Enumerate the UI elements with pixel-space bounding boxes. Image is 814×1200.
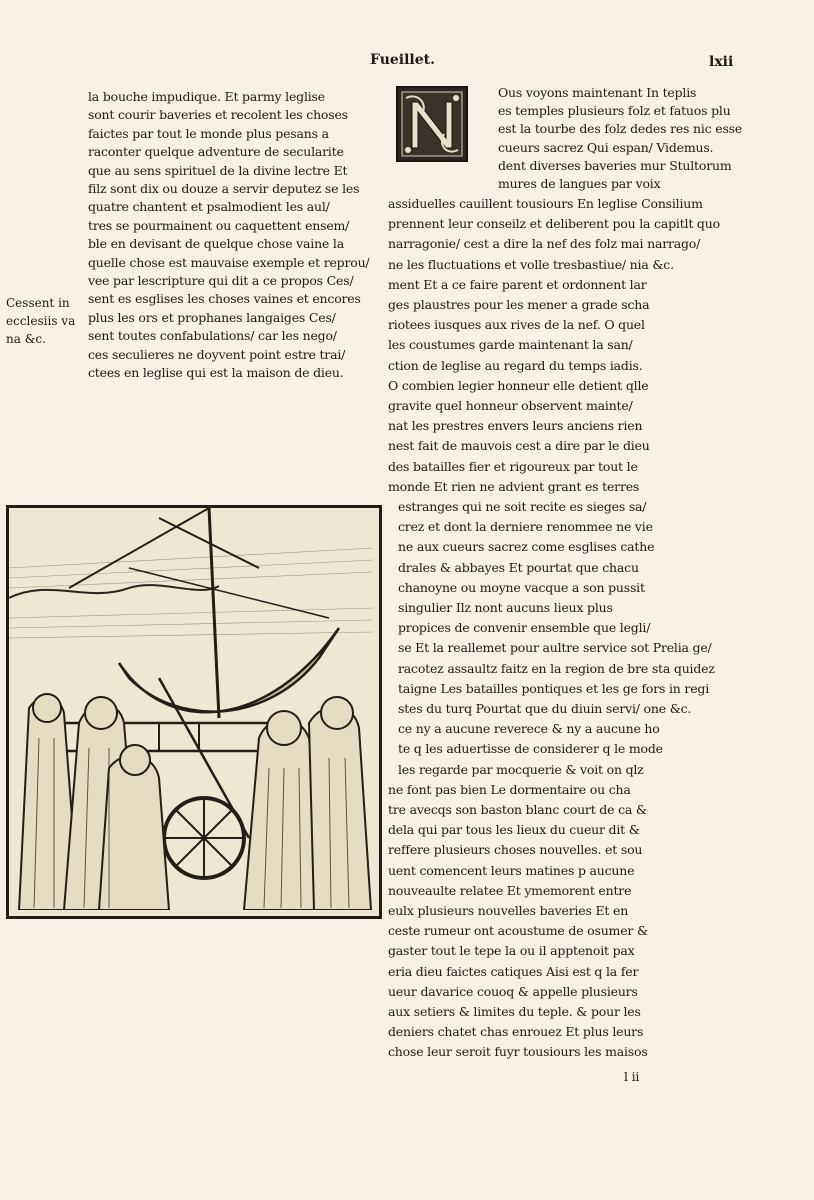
- right-column-line: riotees iusques aux rives de la nef. O quel: [388, 317, 645, 333]
- running-title: Fueillet.: [370, 52, 435, 68]
- right-column-line: prennent leur conseilz et deliberent pou la capitlt quo: [388, 216, 720, 232]
- left-column-line: quelle chose est mauvaise exemple et reprou/: [88, 254, 370, 270]
- right-column-opening-line: Ous voyons maintenant In teplis: [498, 85, 697, 100]
- right-column-line: les coustumes garde maintenant la san/: [388, 337, 633, 353]
- right-column-line: ce ny a aucune reverece & ny a aucune ho: [398, 721, 660, 737]
- right-column-line: singulier Ilz nont aucuns lieux plus: [398, 600, 613, 615]
- right-column-line: des batailles fier et rigoureux par tout le: [388, 458, 638, 474]
- right-column-line: ne aux cueurs sacrez come esglises cathe: [398, 539, 655, 555]
- right-column-line: stes du turq Pourtat que du diuin servi/ one &c.: [398, 701, 692, 716]
- left-column-line: la bouche impudique. Et parmy leglise: [88, 89, 325, 104]
- right-column-line: gravite quel honneur observent mainte/: [388, 398, 633, 413]
- right-column-line: ne les fluctuations et volle tresbastiue/ nia &c.: [388, 256, 674, 272]
- right-column-line: nat les prestres envers leurs anciens rien: [388, 418, 643, 434]
- right-column-opening-line: es temples plusieurs folz et fatuos plu: [498, 103, 731, 119]
- left-column-line: faictes par tout le monde plus pesans a: [88, 125, 329, 141]
- right-column-line: nouveaulte relatee Et ymemorent entre: [388, 882, 632, 898]
- left-margin-note-1: Cessent in: [6, 296, 70, 310]
- right-column-line: ction de leglise au regard du temps iadis.: [388, 357, 643, 373]
- folio-number: lxii: [709, 54, 734, 70]
- right-column-line: dela qui par tous les lieux du cueur dit &: [388, 822, 640, 838]
- right-column-opening-line: cueurs sacrez Qui espan/ Videmus.: [498, 139, 714, 155]
- right-column-line: tre avecqs son baston blanc court de ca &: [388, 802, 647, 817]
- left-column-line: que au sens spirituel de la divine lectre Et: [88, 162, 348, 178]
- left-column-line: ctees en leglise qui est la maison de dieu.: [88, 365, 344, 380]
- right-column-line: estranges qui ne soit recite es sieges sa/: [398, 499, 647, 514]
- left-column-line: filz sont dix ou douze a servir deputez se les: [88, 181, 360, 196]
- right-column-line: narragonie/ cest a dire la nef des folz mai narrago/: [388, 236, 701, 252]
- left-column-line: quatre chantent et psalmodient les aul/: [88, 199, 330, 215]
- initial-n-icon: [398, 88, 466, 160]
- right-column-line: se Et la reallemet pour aultre service sot Prelia ge/: [398, 640, 712, 656]
- left-margin-note-3: na &c.: [6, 332, 46, 346]
- right-column-line: eria dieu faictes catiques Aisi est q la fer: [388, 963, 639, 979]
- right-column-line: taigne Les batailles pontiques et les ge fors in regi: [398, 680, 709, 696]
- right-column-line: racotez assaultz faitz en la region de bre sta quidez: [398, 660, 715, 676]
- right-column-line: ne font pas bien Le dormentaire ou cha: [388, 781, 631, 797]
- right-column-line: drales & abbayes Et pourtat que chacu: [398, 559, 639, 575]
- right-column-line: propices de convenir ensemble que legli/: [398, 620, 651, 636]
- right-column-line: gaster tout le tepe la ou il apptenoit pax: [388, 943, 635, 959]
- right-column-line: assiduelles cauillent tousiours En leglise Consilium: [388, 196, 703, 211]
- right-column-line: reffere plusieurs choses nouvelles. et sou: [388, 842, 643, 858]
- left-column-line: sont courir baveries et recolent les choses: [88, 107, 348, 123]
- right-column-line: te q les aduertisse de considerer q le mode: [398, 741, 663, 757]
- left-column-line: sent toutes confabulations/ car les nego/: [88, 328, 337, 344]
- left-column-line: ces seculieres ne doyvent point estre trai/: [88, 346, 346, 362]
- left-column-line: sent es esglises les choses vaines et encores: [88, 291, 361, 307]
- signature-mark: l ii: [624, 1069, 640, 1084]
- left-column-line: ble en devisant de quelque chose vaine la: [88, 236, 344, 252]
- left-column-line: plus les ors et prophanes langaiges Ces/: [88, 309, 336, 325]
- right-column-line: chanoyne ou moyne vacque a son pussit: [398, 579, 645, 595]
- right-column-line: eulx plusieurs nouvelles baveries Et en: [388, 903, 629, 918]
- right-column-line: nest fait de mauvois cest a dire par le dieu: [388, 438, 650, 454]
- right-column-line: ment Et a ce faire parent et ordonnent lar: [388, 276, 647, 292]
- right-column-line: ges plaustres pour les mener a grade scha: [388, 297, 650, 312]
- right-column-line: aux setiers & limites du teple. & pour les: [388, 1004, 641, 1019]
- left-column-line: tres se pourmainent ou caquettent ensem/: [88, 217, 350, 233]
- right-column-line: monde Et rien ne advient grant es terres: [388, 478, 640, 494]
- woodcut-illustration: [6, 505, 382, 919]
- ship-of-fools-woodcut-icon: [9, 508, 373, 910]
- right-column-opening-line: dent diverses baveries mur Stultorum: [498, 157, 732, 173]
- right-column-line: ueur davarice couoq & appelle plusieurs: [388, 983, 638, 999]
- right-column-line: chose leur seroit fuyr tousiours les maisos: [388, 1044, 648, 1060]
- left-column-line: vee par lescripture qui dit a ce propos Ces/: [88, 273, 354, 288]
- right-column-line: crez et dont la derniere renommee ne vie: [398, 519, 653, 535]
- decorated-initial-n: [396, 86, 468, 162]
- right-column-opening-line: est la tourbe des folz dedes res nic esse: [498, 121, 743, 137]
- right-column-line: les regarde par mocquerie & voit on qlz: [398, 761, 644, 777]
- left-column-line: raconter quelque adventure de secularite: [88, 144, 344, 160]
- left-margin-note-2: ecclesiis va: [6, 314, 76, 328]
- right-column-line: ceste rumeur ont acoustume de osumer &: [388, 923, 648, 939]
- right-column-opening-line: mures de langues par voix: [498, 176, 661, 191]
- right-column-line: deniers chatet chas enrouez Et plus leurs: [388, 1024, 644, 1040]
- right-column-line: uent comencent leurs matines p aucune: [388, 862, 635, 878]
- right-column-line: O combien legier honneur elle detient qlle: [388, 377, 649, 393]
